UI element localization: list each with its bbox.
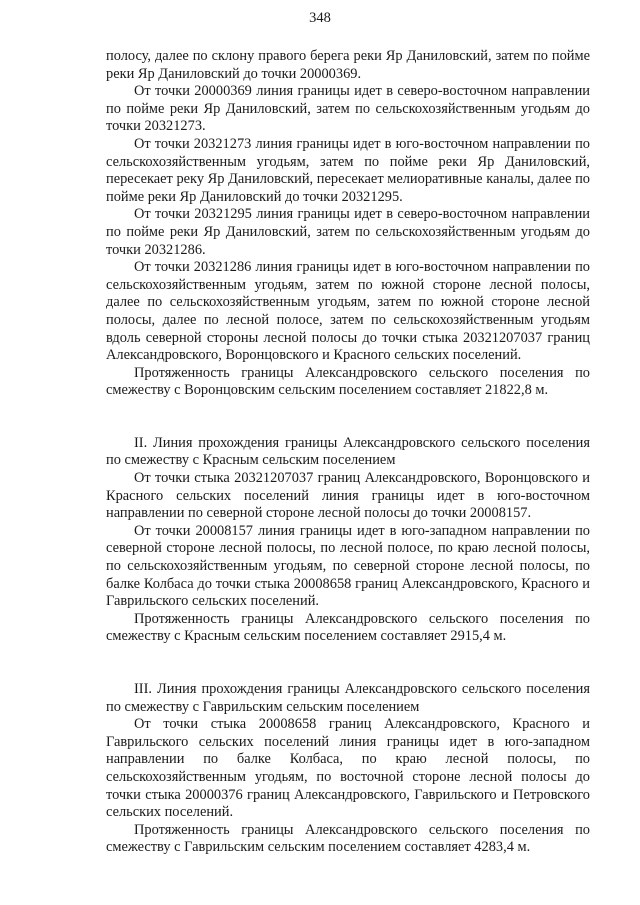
document-body [106, 48, 590, 857]
section-spacer [106, 646, 590, 681]
paragraph: От точки 20000369 линия границы идет в северо-восточном направлении по пойме реки Яр Даниловский, затем по сельскохозяйственным угодьям до точки 20321273. [106, 83, 590, 135]
page-number: 348 [309, 10, 331, 26]
paragraph: От точки 20321286 линия границы идет в юго-восточном направлении по сельскохозяйственным угодьям, затем по южной стороне лесной полосы, далее по сельскохозяйственным угодьям, затем по южной стороне лесной полосы, далее по лесной полосе, затем по сельскохозяйственным угодьям вдоль северной стороны лесной полосы до точки стыка 20321207037 границ Александровского, Воронцовского и Красного сельских поселений. [106, 259, 590, 364]
paragraph: От точки 20321295 линия границы идет в северо-восточном направлении по пойме реки Яр Даниловский, затем по сельскохозяйственным угодьям до точки 20321286. [106, 206, 590, 258]
paragraph: От точки стыка 20321207037 границ Александровского, Воронцовского и Красного сельских поселений линия границы идет в юго-восточном направлении по северной стороне лесной полосы до точки 20008157. [106, 470, 590, 522]
paragraph: Протяженность границы Александровского сельского поселения по смежеству с Воронцовским сельским поселением составляет 21822,8 м. [106, 364, 590, 399]
paragraph: От точки 20008157 линия границы идет в юго-западном направлении по северной стороне лесной полосы, по лесной полосе, по краю лесной полосы, по сельскохозяйственным угодьям, по северной стороне лесной полосы, по балке Колбаса до точки стыка 20008658 границ Александровского, Красного и Гаврильского сельских поселений. [106, 522, 590, 610]
section-heading: II. Линия прохождения границы Александровского сельского поселения по смежеству с Красным сельским поселением [106, 434, 590, 469]
paragraph: От точки 20321273 линия границы идет в юго-восточном направлении по сельскохозяйственным угодьям, затем по пойме реки Яр Даниловский, пересекает реку Яр Даниловский, пересекает мелиоративные каналы, далее по пойме реки Яр Даниловский до точки 20321295. [106, 135, 590, 205]
paragraph: Протяженность границы Александровского сельского поселения по смежеству с Красным сельским поселением составляет 2915,4 м. [106, 610, 590, 645]
paragraph: полосу, далее по склону правого берега реки Яр Даниловский, затем по пойме реки Яр Даниловский до точки 20000369. [106, 48, 590, 82]
section-heading: III. Линия прохождения границы Александровского сельского поселения по смежеству с Гаврильским сельским поселением [106, 681, 590, 715]
paragraph: Протяженность границы Александровского сельского поселения по смежеству с Гаврильским сельским поселением составляет 4283,4 м. [106, 821, 590, 856]
paragraph: От точки стыка 20008658 границ Александровского, Красного и Гаврильского сельских поселений линия границы идет в юго-западном направлении по балке Колбаса, по краю лесной полосы, по сельскохозяйственным угодьям, по восточной стороне лесной полосы до точки стыка 20000376 границ Александровского, Гаврильского и Петровского сельских поселений. [106, 716, 590, 821]
section-spacer [106, 400, 590, 435]
